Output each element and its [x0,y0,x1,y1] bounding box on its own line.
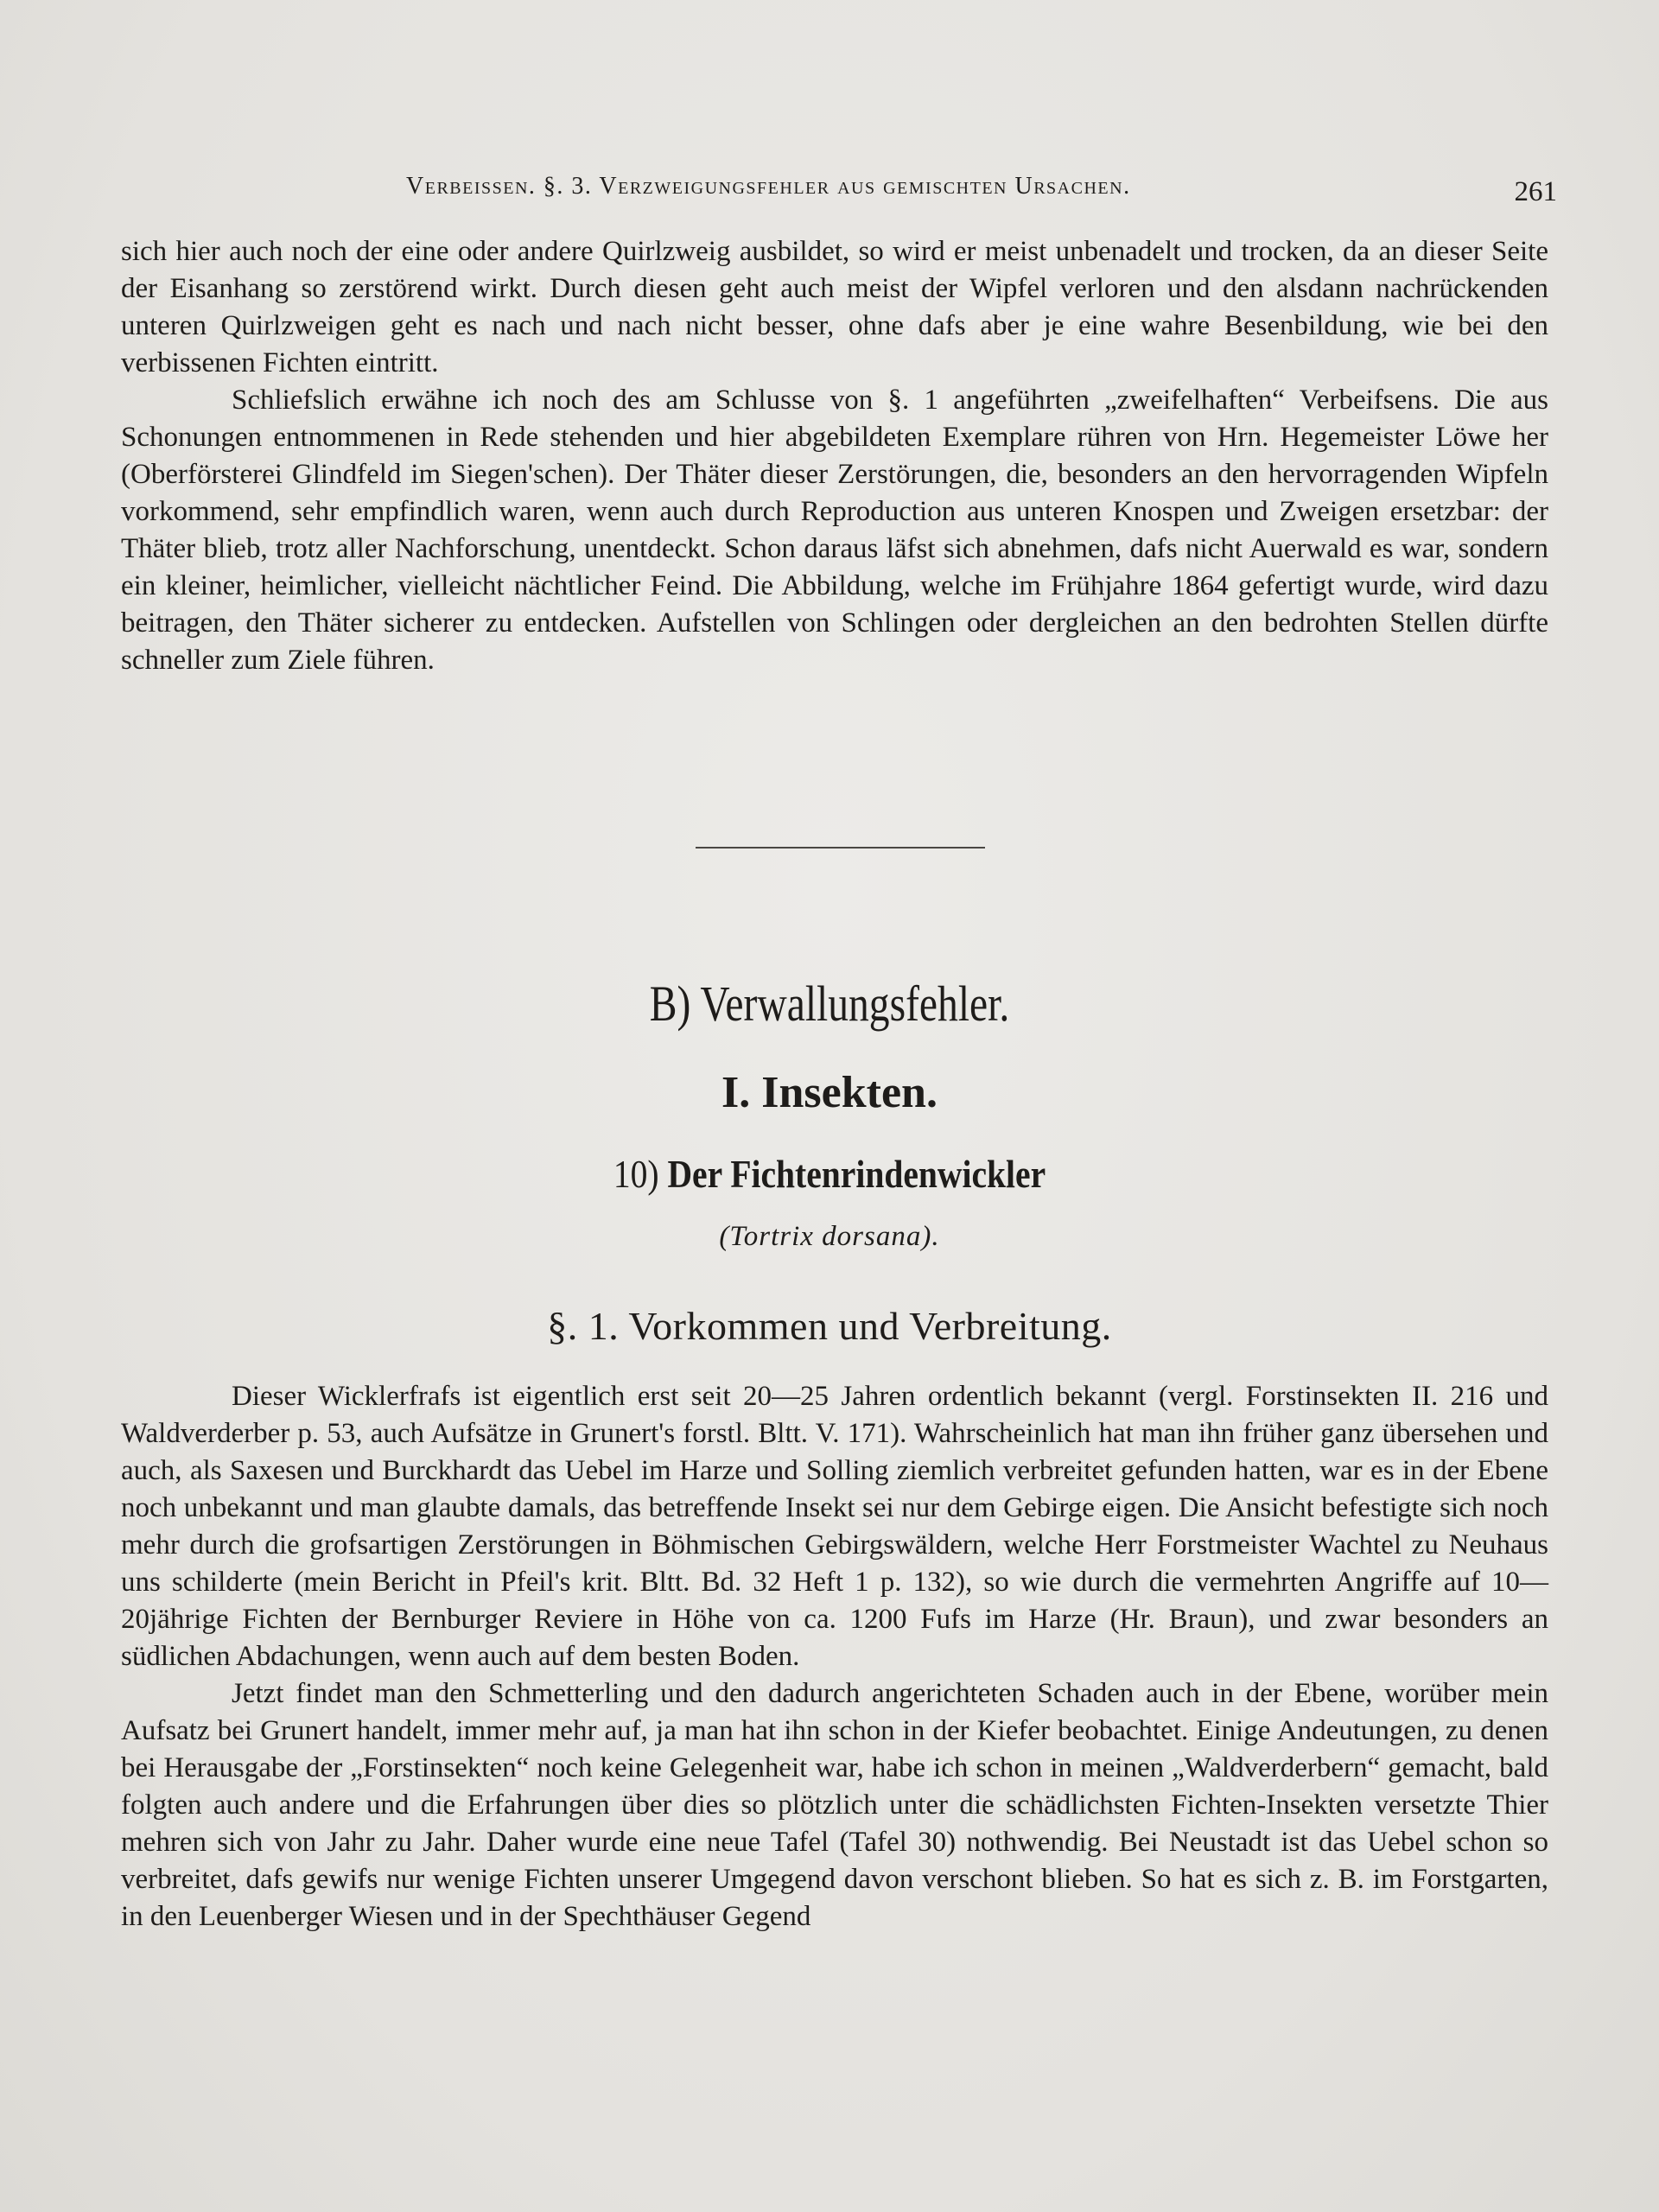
species-name: Der Fichtenrindenwickler [667,1152,1046,1196]
section-divider [696,847,985,849]
species-number: 10) [613,1152,659,1196]
section-heading: B) Verwallungsfehler. [649,976,1010,1032]
paragraph: Jetzt findet man den Schmetterling und den dadurch angerichteten Schaden auch in der Ebene, worüber mein Aufsatz bei Grunert handelt, immer mehr auf, ja man hat ihn schon in der Kiefer beobachtet. Einige Andeutungen, zu denen bei Herausgabe der „Forstinsekten“ noch keine Gelegenheit war, habe ich schon in meinen „Waldverderbern“ gemacht, bald folgten auch andere und die Erfahrungen über dies so plötzlich unter die schädlichsten Fichten-Insekten versetzte Thier mehren sich von Jahr zu Jahr. Daher wurde eine neue Tafel (Tafel 30) nothwendig. Bei Neustadt ist das Uebel schon so verbreitet, dafs gewifs nur wenige Fichten unserer Umgegend davon verschont blieben. So hat es sich z. B. im Forstgarten, in den Leuenberger Wiesen und in der Spechthäuser Gegend [121,1678,1548,1932]
species-heading [116,1151,1542,1197]
paragraph: Schliefslich erwähne ich noch des am Schlusse von §. 1 angeführten „zweifelhaften“ Verbeifsens. Die aus Schonungen entnommenen in Rede stehenden und hier abgebildeten Exemplare rühren von Hrn. Hegemeister Löwe her (Oberförsterei Glindfeld im Siegen'schen). Der Thäter dieser Zerstörungen, die, besonders an den hervorragenden Wipfeln vorkommend, sehr empfindlich waren, wenn auch durch Reproduction aus unteren Knospen und Zweigen ersetzbar: der Thäter blieb, trotz aller Nachforschung, unentdeckt. Schon daraus läfst sich abnehmen, dafs nicht Auerwald es war, sondern ein kleiner, heimlicher, vielleicht nächtlicher Feind. Die Abbildung, welche im Frühjahre 1864 gefertigt wurde, wird dazu beitragen, den Thäter sicherer zu entdecken. Aufstellen von Schlingen oder dergleichen an den bedrohten Stellen dürfte schneller zum Ziele führen. [121,385,1548,676]
page-header [406,173,1557,216]
running-head: Verbeissen. §. 3. Verzweigungsfehler aus gemischten Ursachen. [406,173,1131,200]
text-block-bottom [121,1378,1548,1936]
text-block-top [121,233,1548,679]
part-heading: I. Insekten. [721,1068,938,1117]
paragraph: sich hier auch noch der eine oder andere Quirlzweig ausbildet, so wird er meist unbenadelt und trocken, da an dieser Seite der Eisanhang so zerstörend wirkt. Durch diesen geht auch meist der Wipfel verloren und den alsdann nachrückenden unteren Quirlzweigen geht es nach und nach nicht besser, ohne dafs aber je eine wahre Besenbildung, wie bei den verbissenen Fichten eintritt. [121,236,1548,378]
page-number: 261 [1514,176,1557,207]
paragraph-heading: §. 1. Vorkommen und Verbreitung. [547,1304,1112,1348]
paragraph: Dieser Wicklerfrafs ist eigentlich erst seit 20—25 Jahren ordentlich bekannt (vergl. Forstinsekten II. 216 und Waldverderber p. 53, auch Aufsätze in Grunert's forstl. Bltt. V. 171). Wahrscheinlich hat man ihn früher ganz übersehen und auch, als Saxesen und Burckhardt das Uebel im Harze und Solling ziemlich verbreitet gefunden hatten, war es in der Ebene noch unbekannt und man glaubte damals, das betreffende Insekt sei nur dem Gebirge eigen. Die Ansicht befestigte sich noch mehr durch die grofsartigen Zerstörungen in Böhmischen Gebirgswäldern, welche Herr Forstmeister Wachtel zu Neuhaus uns schilderte (mein Bericht in Pfeil's krit. Bltt. Bd. 32 Heft 1 p. 132), so wie durch die vermehrten Angriffe auf 10—20jährige Fichten der Bernburger Reviere in Höhe von ca. 1200 Fufs im Harze (Hr. Braun), und zwar besonders an südlichen Abdachungen, wenn auch auf dem besten Boden. [121,1381,1548,1672]
latin-name: (Tortrix dorsana). [719,1221,940,1252]
